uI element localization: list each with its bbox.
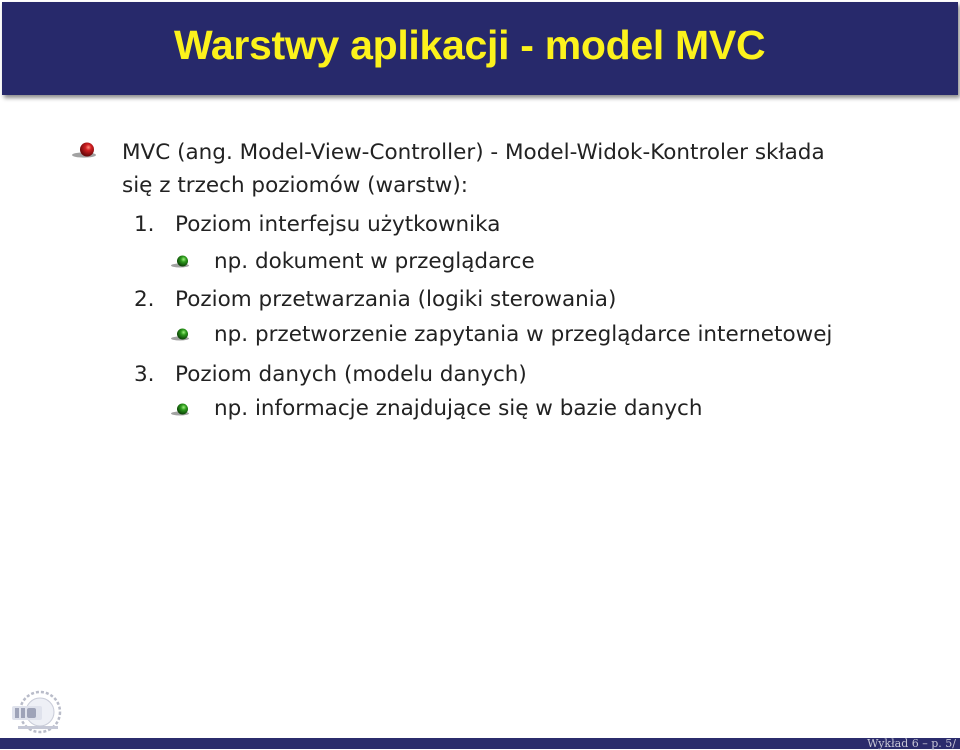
layer-name: Poziom przetwarzania (logiki sterowania) — [175, 287, 617, 312]
page-number-label: Wykład 6 – p. 5/ — [867, 737, 956, 750]
slide-title: Warstwy aplikacji - model MVC — [174, 22, 766, 68]
layer-number: 1. — [134, 212, 155, 237]
green-ball-bullet-icon — [170, 328, 190, 341]
layer-name: Poziom danych (modelu danych) — [175, 362, 527, 387]
university-logo-icon — [8, 690, 66, 734]
green-ball-bullet-icon — [170, 403, 190, 416]
intro-line-2: się z trzech poziomów (warstw): — [122, 173, 468, 198]
layer-number: 3. — [134, 362, 155, 387]
green-ball-bullet-icon — [170, 255, 190, 268]
layer-example: np. informacje znajdujące się w bazie danych — [214, 396, 703, 421]
red-ball-bullet-icon — [71, 142, 97, 158]
layer-example: np. dokument w przeglądarce — [214, 249, 535, 274]
footer-bar — [0, 738, 960, 749]
layer-example: np. przetworzenie zapytania w przeglądarce internetowej — [214, 322, 833, 347]
layer-number: 2. — [134, 287, 155, 312]
layer-name: Poziom interfejsu użytkownika — [175, 212, 501, 237]
intro-line-1: MVC (ang. Model-View-Controller) - Model-Widok-Kontroler składa — [122, 140, 825, 165]
